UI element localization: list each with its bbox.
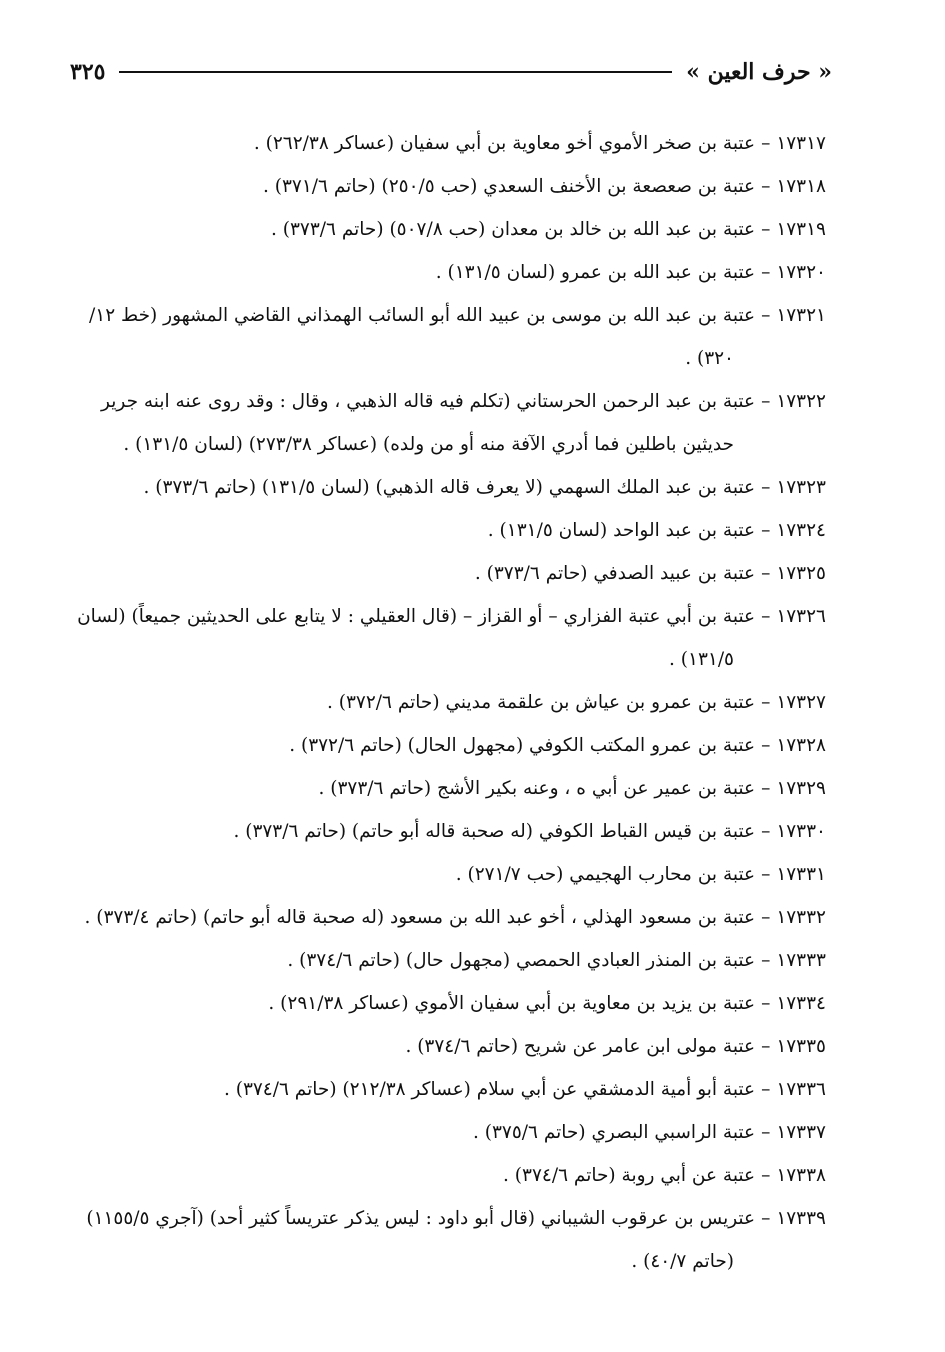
entry-dash: –	[761, 735, 771, 756]
entry-dash: –	[761, 1036, 771, 1057]
entry-text: عتبة بن عبد الله بن موسى بن عبيد الله أبو السائب الهمذاني القاضي المشهور (خط ١٢/	[89, 305, 756, 326]
entry-number: ١٧٣٢٨	[776, 735, 826, 756]
entry-dash: –	[761, 1208, 771, 1229]
header-rule	[119, 71, 672, 73]
entry-dash: –	[761, 1079, 771, 1100]
list-item	[60, 251, 826, 294]
entry-number: ١٧٣١٧	[776, 133, 826, 154]
entry-dash: –	[761, 950, 771, 971]
entry-dash: –	[761, 1165, 771, 1186]
list-item	[60, 1197, 826, 1283]
list-item	[60, 165, 826, 208]
entry-dash: –	[761, 907, 771, 928]
entry-number: ١٧٣٣٧	[776, 1122, 826, 1143]
entry-number: ١٧٣٣٨	[776, 1165, 826, 1186]
list-item	[60, 767, 826, 810]
entry-dash: –	[761, 520, 771, 541]
entry-text: عتبة بن صخر الأموي أخو معاوية بن أبي سفيان (عساكر ٢٦٢/٣٨) .	[253, 133, 756, 154]
entry-text: عتبة بن عبد الرحمن الحرستاني (تكلم فيه قاله الذهبي ، وقال : وقد روى عنه ابنه جرير	[101, 391, 756, 412]
entry-text: عتبة بن عبد الله بن عمرو (لسان ١٣١/٥) .	[435, 262, 756, 283]
entry-number: ١٧٣٢١	[776, 305, 826, 326]
entry-dash: –	[761, 391, 771, 412]
entry-text: عتبة عن أبي روبة (حاتم ٣٧٤/٦) .	[503, 1165, 756, 1186]
entry-text: عتبة بن مسعود الهذلي ، أخو عبد الله بن مسعود (له صحبة قاله أبو حاتم) (حاتم ٣٧٣/٤) .	[84, 907, 756, 928]
entry-dash: –	[761, 606, 771, 627]
entry-dash: –	[761, 133, 771, 154]
list-item	[60, 724, 826, 767]
entry-text: عتبة بن عمرو المكتب الكوفي (مجهول الحال) (حاتم ٣٧٢/٦) .	[289, 735, 756, 756]
list-item	[60, 509, 826, 552]
entry-number: ١٧٣٣٤	[776, 993, 826, 1014]
entry-number: ١٧٣٣٥	[776, 1036, 826, 1057]
list-item	[60, 466, 826, 509]
entry-number: ١٧٣٢٠	[776, 262, 826, 283]
list-item	[60, 896, 826, 939]
entry-number: ١٧٣٢٢	[776, 391, 826, 412]
entry-number: ١٧٣٣٦	[776, 1079, 826, 1100]
entry-dash: –	[761, 563, 771, 584]
entry-continuation: (حاتم ٤٠/٧) .	[631, 1251, 734, 1272]
entry-number: ١٧٣٢٧	[776, 692, 826, 713]
entry-number: ١٧٣٣١	[776, 864, 826, 885]
entry-dash: –	[761, 305, 771, 326]
entry-number: ١٧٣٣٣	[776, 950, 826, 971]
list-item	[60, 380, 826, 466]
entry-number: ١٧٣٢٦	[776, 606, 826, 627]
entry-text: عتريس بن عرقوب الشيباني (قال أبو داود : ليس يذكر عتريساً كثير أحد) (آجري ١١٥٥/٥)	[86, 1208, 756, 1229]
entry-list	[60, 122, 826, 1283]
entry-continuation: ١٣١/٥) .	[669, 649, 734, 670]
entry-number: ١٧٣١٩	[776, 219, 826, 240]
entry-number: ١٧٣٣٩	[776, 1208, 826, 1229]
page-header	[70, 52, 832, 92]
entry-number: ١٧٣٢٥	[776, 563, 826, 584]
list-item	[60, 1068, 826, 1111]
entry-dash: –	[761, 993, 771, 1014]
list-item	[60, 810, 826, 853]
entry-text: عتبة بن عبيد الصدفي (حاتم ٣٧٣/٦) .	[474, 563, 756, 584]
list-item	[60, 1025, 826, 1068]
entry-dash: –	[761, 477, 771, 498]
entry-number: ١٧٣٢٩	[776, 778, 826, 799]
list-item	[60, 853, 826, 896]
entry-number: ١٧٣١٨	[776, 176, 826, 197]
entry-number: ١٧٣٣٠	[776, 821, 826, 842]
entry-text: عتبة بن عبد الملك السهمي (لا يعرف قاله الذهبي) (لسان ١٣١/٥) (حاتم ٣٧٣/٦) .	[143, 477, 756, 498]
list-item	[60, 294, 826, 380]
list-item	[60, 595, 826, 681]
entry-text: عتبة أبو أمية الدمشقي عن أبي سلام (عساكر ٢١٢/٣٨) (حاتم ٣٧٤/٦) .	[223, 1079, 756, 1100]
entry-dash: –	[761, 262, 771, 283]
entry-text: عتبة مولى ابن عامر عن شريح (حاتم ٣٧٤/٦) .	[405, 1036, 756, 1057]
list-item	[60, 552, 826, 595]
entry-dash: –	[761, 219, 771, 240]
entry-text: عتبة بن المنذر العبادي الحمصي (مجهول حال) (حاتم ٣٧٤/٦) .	[287, 950, 756, 971]
chapter-title: « حرف العين »	[686, 59, 832, 85]
entry-text: عتبة بن يزيد بن معاوية بن أبي سفيان الأموي (عساكر ٢٩١/٣٨) .	[268, 993, 756, 1014]
entry-text: عتبة بن أبي عتبة الفزاري – أو القزاز – (قال العقيلي : لا يتابع على الحديثين جميعاً) (لسان	[77, 606, 756, 627]
entry-number: ١٧٣٢٤	[776, 520, 826, 541]
entry-text: عتبة بن عمرو بن عياش بن علقمة مديني (حاتم ٣٧٢/٦) .	[326, 692, 756, 713]
entry-dash: –	[761, 778, 771, 799]
entry-continuation: ٣٢٠) .	[685, 348, 734, 369]
entry-dash: –	[761, 821, 771, 842]
entry-dash: –	[761, 864, 771, 885]
entry-number: ١٧٣٣٢	[776, 907, 826, 928]
entry-number: ١٧٣٢٣	[776, 477, 826, 498]
entry-text: عتبة بن عبد الله بن خالد بن معدان (حب ٥٠٧/٨) (حاتم ٣٧٣/٦) .	[270, 219, 756, 240]
list-item	[60, 1154, 826, 1197]
entry-text: عتبة بن قيس القباط الكوفي (له صحبة قاله أبو حاتم) (حاتم ٣٧٣/٦) .	[233, 821, 756, 842]
list-item	[60, 1111, 826, 1154]
entry-dash: –	[761, 176, 771, 197]
list-item	[60, 681, 826, 724]
entry-dash: –	[761, 692, 771, 713]
entry-continuation: حديثين باطلين فما أدري الآفة منه أو من ولده) (عساكر ٢٧٣/٣٨) (لسان ١٣١/٥) .	[123, 434, 734, 455]
list-item	[60, 982, 826, 1025]
entry-text: عتبة الراسبي البصري (حاتم ٣٧٥/٦) .	[472, 1122, 756, 1143]
entry-dash: –	[761, 1122, 771, 1143]
entry-text: عتبة بن عمير عن أبي ه ، وعنه بكير الأشج (حاتم ٣٧٣/٦) .	[318, 778, 756, 799]
entry-text: عتبة بن عبد الواحد (لسان ١٣١/٥) .	[487, 520, 756, 541]
list-item	[60, 208, 826, 251]
entry-text: عتبة بن صعصعة بن الأخنف السعدي (حب ٢٥٠/٥) (حاتم ٣٧١/٦) .	[263, 176, 756, 197]
entry-text: عتبة بن محارب الهجيمي (حب ٢٧١/٧) .	[455, 864, 756, 885]
page-number: ٣٢٥	[70, 59, 106, 85]
list-item	[60, 939, 826, 982]
list-item	[60, 122, 826, 165]
